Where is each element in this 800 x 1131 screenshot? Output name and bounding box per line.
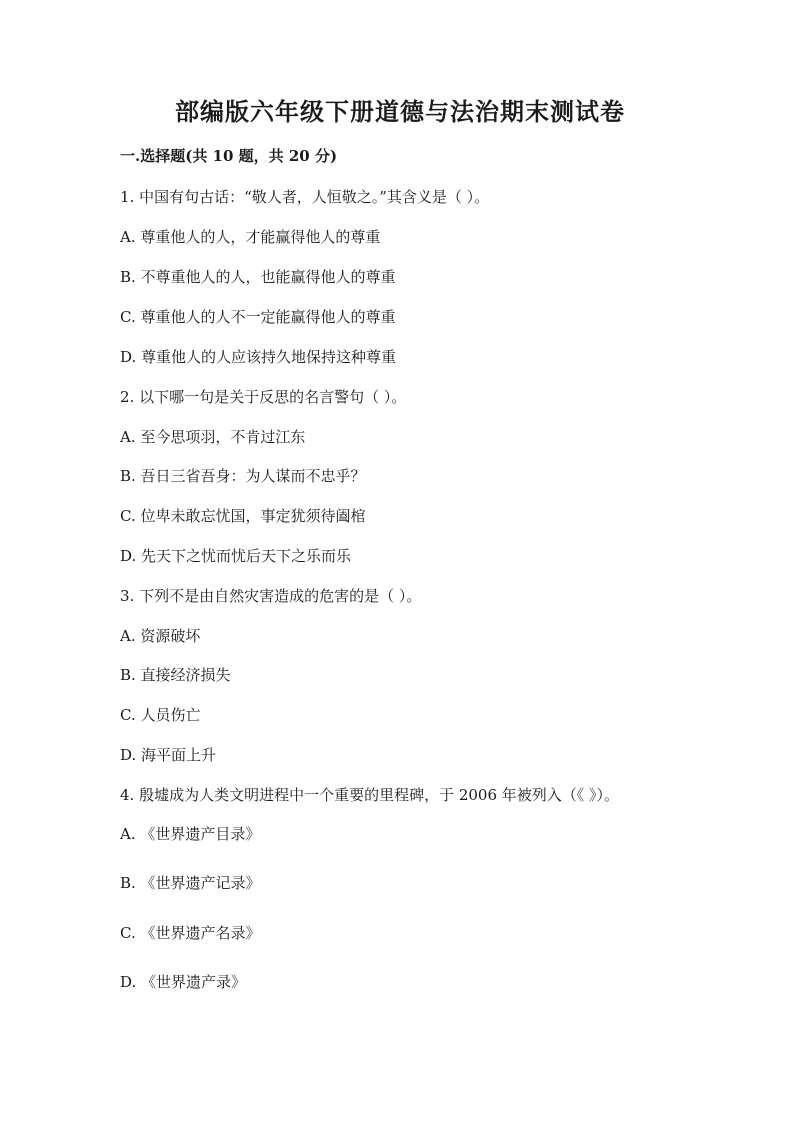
option-d: D. 尊重他人的人应该持久地保持这种尊重: [120, 348, 397, 366]
option-d: D. 先天下之忧而忧后天下之乐而乐: [120, 547, 352, 565]
option-c: C. 《世界遗产名录》: [120, 924, 261, 942]
option-c: C. 人员伤亡: [120, 706, 201, 724]
option-d: D. 《世界遗产录》: [120, 973, 247, 991]
option-d: D. 海平面上升: [120, 746, 217, 764]
option-a: A. 至今思项羽，不肯过江东: [120, 428, 306, 446]
option-a: A. 资源破坏: [120, 627, 201, 645]
option-a: A. 尊重他人的人，才能赢得他人的尊重: [120, 228, 381, 246]
option-b: B. 《世界遗产记录》: [120, 874, 261, 892]
option-b: B. 直接经济损失: [120, 666, 231, 684]
question-stem: 3. 下列不是由自然灾害造成的危害的是（ ）。: [120, 587, 422, 605]
option-c: C. 尊重他人的人不一定能赢得他人的尊重: [120, 308, 396, 326]
option-b: B. 不尊重他人的人，也能赢得他人的尊重: [120, 268, 396, 286]
option-a: A. 《世界遗产目录》: [120, 825, 261, 843]
question-stem: 4. 殷墟成为人类文明进程中一个重要的里程碑，于 2006 年被列入（《 》）。: [120, 786, 620, 804]
question-stem: 1. 中国有句古话：“敬人者，人恒敬之。”其含义是（ ）。: [120, 188, 490, 206]
option-b: B. 吾日三省吾身：为人谋而不忠乎？: [120, 467, 366, 485]
section-heading: 一.选择题(共 10 题，共 20 分): [120, 147, 338, 165]
question-stem: 2. 以下哪一句是关于反思的名言警句（ ）。: [120, 388, 407, 406]
option-c: C. 位卑未敢忘忧国，事定犹须待阖棺: [120, 507, 366, 525]
page-title: 部编版六年级下册道德与法治期末测试卷: [175, 97, 625, 126]
